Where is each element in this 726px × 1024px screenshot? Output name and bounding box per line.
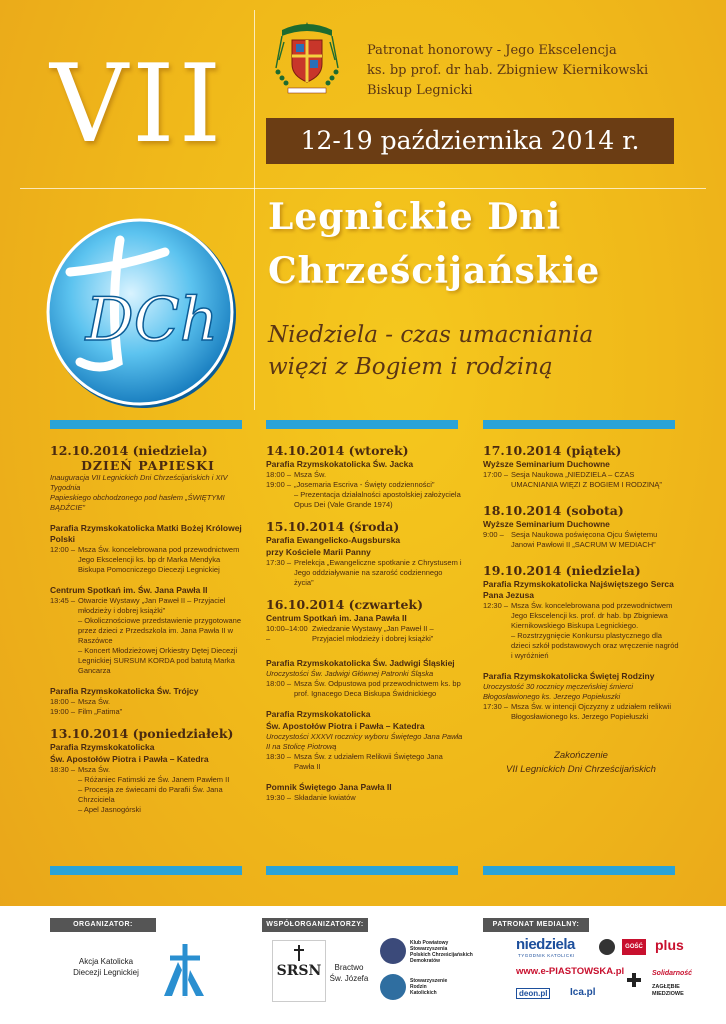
day-heading: 16.10.2014 (czwartek) [266,597,424,612]
venue-name: Pomnik Świętego Jana Pawła II [266,782,392,792]
day-subtitle: DZIEŃ PAPIESKI [81,458,215,473]
horizontal-divider [20,188,706,189]
ica-logo: Ica.pl [570,987,596,998]
intro-line: Inauguracja VII Legnickich Dni Chrześcijańskich i XIV Tygodnia [50,473,228,492]
column-bar-bottom-3 [483,866,675,875]
event-item: 19:00 – Film „Fatima” [50,707,123,716]
day-heading: 19.10.2014 (niedziela) [483,563,641,578]
column-bar-top-2 [266,420,458,429]
occasion-note: Uroczystości XXXVI rocznicy wyboru Świętego Jana Pawła II na Stolicę Piotrową [266,732,463,751]
rodzin-line-3: Katolickich [410,990,437,996]
bractwo-line-2: Św. Józefa [329,974,369,983]
pchd-logo-icon [380,938,406,964]
media-patrons-label: PATRONAT MEDIALNY: [483,918,589,932]
event-item: 17:00 – Sesja Naukowa „NIEDZIELA – CZAS UMACNIANIA WIĘZI Z BOGIEM I RODZINĄ” [483,470,662,489]
event-item: 19:30 – Składanie kwiatów [266,793,356,802]
column-bar-top-3 [483,420,675,429]
dch-logo-icon [40,212,240,412]
column-bar-top-1 [50,420,242,429]
cross-icon [291,944,307,962]
rodzin-line-1: Stowarzyszenie [410,978,448,984]
organizer-name-2: Diecezji Legnickiej [73,968,139,977]
event-item: 18:00 – Msza Św. [50,697,111,706]
venue-name: przy Kościele Marii Panny [266,547,371,557]
gosc-logo: GOŚĆ [622,939,646,955]
event-item: 12:00 – Msza Św. koncelebrowana pod przewodnictwem Jego Ekscelencji ks. bp dr Marka Mendyka Biskupa Pomocniczego Diecezji Legnickiej [50,545,240,574]
venue-name: Parafia Rzymskokatolicka [266,709,371,719]
patron-line-1: Patronat honorowy - Jego Ekscelencja [367,43,617,58]
venue-name: Parafia Rzymskokatolicka Najświętszego Serca Pana Jezusa [483,579,674,600]
src-logo-icon [380,974,406,1000]
motto-line-2: więzi z Bogiem i rodziną [268,354,553,380]
event-item: – Różaniec Fatimski ze Św. Janem Pawłem II [78,775,230,784]
klub-line-4: Demokratów [410,958,441,964]
bractwo-line-1: Bractwo [334,963,364,972]
intro-line: Papieskiego obchodzonego pod hasłem „ŚWIĘTYMI BĄDŹCIE” [50,493,225,512]
klub-line-3: Polskich Chrześcijańskich [410,952,473,958]
venue-name: Parafia Rzymskokatolicka Matki Bożej Królowej Polski [50,523,242,544]
venue-name: Parafia Rzymskokatolicka Świętej Rodziny [483,671,655,681]
motto-line-1: Niedziela - czas umacniania [268,322,594,348]
event-item: – Procesja ze świecami do Parafii Św. Jana Chrzciciela [78,785,223,804]
patron-line-3: Biskup Legnicki [367,83,473,98]
srsn-logo: SRSN [272,940,326,1002]
title-line-2: Chrześcijańskie [268,250,601,292]
event-item: 19:00 – „Josemaria Escriva - Święty codzienności” [266,480,435,489]
venue-name: Parafia Rzymskokatolicka Św. Jacka [266,459,414,469]
event-item: – Okolicznościowe przedstawienie przygotowane przez dzieci z Przedszkola im. Jana Pawła II w Raszówce [78,616,242,645]
organizer-name-1: Akcja Katolicka [78,957,134,966]
program-column-1 [50,443,246,815]
festival-dates: 12-19 października 2014 r. [266,118,674,164]
niedziela-subtitle: TYGODNIK KATOLICKI [518,953,575,958]
program-column-3 [483,443,679,777]
deon-logo: deon.pl [516,988,550,999]
day-heading: 13.10.2014 (poniedziałek) [50,726,234,741]
event-item: 18:00 – Msza Św. [266,470,327,479]
venue-name: Św. Apostołów Piotra i Pawła – Katedra [266,721,425,731]
piastowska-logo: www.e-PIASTOWSKA.pl [516,966,625,977]
event-item: 12:30 – Msza Św. koncelebrowana pod przewodnictwem Jego Ekscelencji ks. prof. dr hab. bp Zbigniewa Kiernikowskiego Biskupa Legnickiego. [483,601,673,630]
event-item: 18:00 – Msza Św. Odpustowa pod przewodnictwem ks. bp prof. Ignacego Deca Biskupa Świdnickiego [266,679,461,698]
event-item: – Koncert Młodzieżowej Orkiestry Dętej Diecezji Legnickiej SURSUM KORDA pod batutą Marka Gancarza [78,646,238,675]
event-item: – Apel Jasnogórski [78,805,141,814]
logo-text: DCh [85,285,219,355]
organizer-label: ORGANIZATOR: [50,918,156,932]
svg-text:AK: AK [184,998,186,999]
occasion-note: Uroczystości Św. Jadwigi Głównej Patronki Śląska [266,669,434,678]
niedziela-logo: niedziela [516,936,575,953]
venue-name: Św. Apostołów Piotra i Pawła – Katedra [50,754,209,764]
closing-line-1: Zakończenie [554,750,608,761]
column-bar-bottom-2 [266,866,458,875]
day-heading: 17.10.2014 (piątek) [483,443,622,458]
zaglebie-logo: ZAGŁĘBIE MIEDZIOWE [652,984,684,997]
patron-line-2: ks. bp prof. dr hab. Zbigniew Kiernikowski [367,63,649,78]
klub-line-2: Stowarzyszenia [410,946,448,952]
rodzin-line-2: Rodzin [410,984,427,990]
venue-name: Parafia Rzymskokatolicka Św. Jadwigi Śląskiej [266,658,455,668]
venue-name: Wyższe Seminarium Duchowne [483,459,610,469]
akcja-katolicka-logo-icon [160,940,210,1000]
radio-logo-icon [599,939,615,955]
day-heading: 18.10.2014 (sobota) [483,503,624,518]
event-item: 13:45 – Otwarcie Wystawy „Jan Paweł II – Przyjaciel młodzieży i dobrej książki” [50,596,226,615]
closing-line-2: VII Legnickich Dni Chrześcijańskich [506,764,656,775]
vertical-divider [254,10,255,410]
day-heading: 15.10.2014 (środa) [266,519,400,534]
event-item: 17:30 – Msza Św. w intencji Ojczyzny z udziałem relikwii Błogosławionego ks. Jerzego Popiełuszki [483,702,672,721]
venue-name: Centrum Spotkań im. Św. Jana Pawła II [50,585,208,595]
title-line-1: Legnickie Dni [268,196,562,238]
event-item: – Prezentacja działalności apostolskiej założyciela Opus Dei (Vale Grande 1974) [294,490,461,509]
plus-logo: plus [655,937,684,953]
event-item: 18:30 – Msza Św. [50,765,111,774]
event-item: 9:00 – Sesja Naukowa poświęcona Ojcu Świętemu Janowi Pawłowi II „SACRUM W MEDIACH” [483,530,658,549]
program-column-2 [266,443,464,803]
bishop-coat-of-arms-icon [274,20,340,96]
edition-numeral: VII [50,42,226,167]
venue-name: Parafia Ewangelicko-Augsburska [266,535,401,545]
event-item: – Rozstrzygnięcie Konkursu plastycznego dla dzieci szkół podstawowych oraz wręczenie nagród i wyróżnień [511,631,679,660]
venue-name: Parafia Rzymskokatolicka Św. Trójcy [50,686,199,696]
occasion-note: Uroczystość 30 rocznicy męczeńskiej śmierci Błogosławionego ks. Jerzego Popiełuszki [483,682,634,701]
venue-name: Parafia Rzymskokatolicka [50,742,155,752]
solidarnosc-logo: Solidarność [652,970,693,977]
column-bar-bottom-1 [50,866,242,875]
klub-line-1: Klub Powiatowy [410,940,449,946]
venue-name: Centrum Spotkań im. Jana Pawła II [266,613,407,623]
coorganizers-label: WSPÓŁORGANIZATORZY: [262,918,368,932]
venue-name: Wyższe Seminarium Duchowne [483,519,610,529]
cross-icon [626,972,642,988]
day-heading: 14.10.2014 (wtorek) [266,443,409,458]
event-item: 18:30 – Msza Św. z udziałem Relikwii Świętego Jana Pawła II [266,752,443,771]
event-item: 10:00–14:00 – Zwiedzanie Wystawy „Jan Paweł II – Przyjaciel młodzieży i dobrej książki” [266,624,434,643]
day-heading: 12.10.2014 (niedziela) [50,443,208,458]
event-item: 17:30 – Prelekcja „Ewangeliczne spotkanie z Chrystusem i Jego oddziaływanie na szarość codziennego życia” [266,558,462,587]
